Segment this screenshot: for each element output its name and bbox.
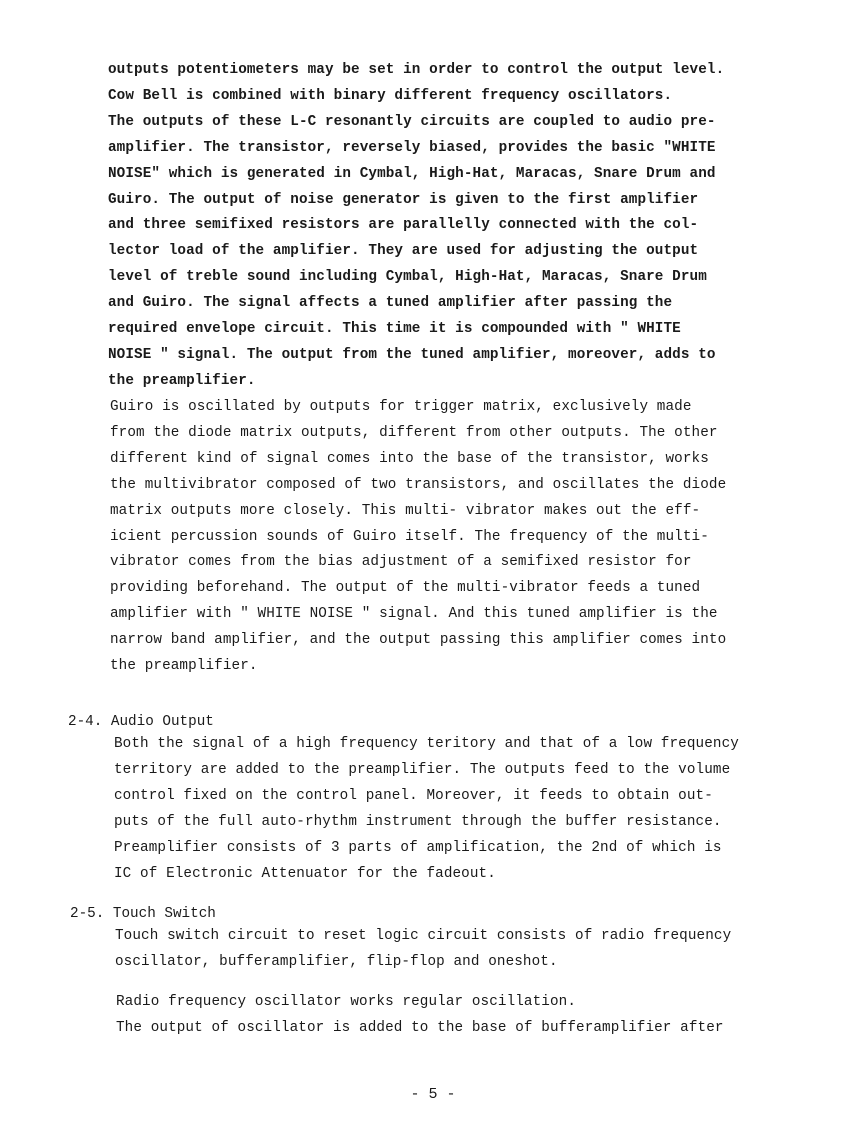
section-heading-audio-output: 2-4. Audio Output [68, 714, 214, 730]
text-line: amplifier with " WHITE NOISE " signal. And this tuned amplifier is the [110, 606, 718, 623]
text-line: The output of oscillator is added to the base of bufferamplifier after [116, 1019, 724, 1036]
text-line: lector load of the amplifier. They are used for adjusting the output [108, 243, 699, 260]
text-line: and Guiro. The signal affects a tuned amplifier after passing the [108, 295, 673, 312]
text-line: the multivibrator composed of two transistors, and oscillates the diode [110, 476, 727, 493]
text-line: puts of the full auto-rhythm instrument through the buffer resistance. [114, 813, 722, 830]
text-line: control fixed on the control panel. Moreover, it feeds to obtain out- [114, 787, 713, 804]
text-line: required envelope circuit. This time it is compounded with " WHITE [108, 321, 681, 338]
text-line: from the diode matrix outputs, different from other outputs. The other [110, 424, 718, 441]
text-line: narrow band amplifier, and the output passing this amplifier comes into [110, 632, 727, 649]
text-line: Both the signal of a high frequency teritory and that of a low frequency [114, 736, 739, 752]
text-line: Preamplifier consists of 3 parts of amplification, the 2nd of which is [114, 839, 722, 856]
text-line: territory are added to the preamplifier. The outputs feed to the volume [114, 761, 731, 778]
section-heading-touch-switch: 2-5. Touch Switch [70, 906, 216, 922]
paragraph-audio-output [114, 732, 739, 887]
text-line: amplifier. The transistor, reversely biased, provides the basic "WHITE [108, 139, 716, 156]
page-number: - 5 - [410, 1086, 456, 1103]
paragraph-noise-circuits [108, 58, 724, 395]
paragraph-touch-switch [115, 924, 731, 976]
text-line: NOISE" which is generated in Cymbal, High-Hat, Maracas, Snare Drum and [108, 165, 716, 182]
text-line: different kind of signal comes into the base of the transistor, works [110, 450, 709, 467]
text-line: vibrator comes from the bias adjustment of a semifixed resistor for [110, 554, 692, 571]
text-line: matrix outputs more closely. This multi- vibrator makes out the eff- [110, 502, 701, 519]
paragraph-touch-switch-oscillator [116, 990, 724, 1042]
text-line: the preamplifier. [110, 658, 258, 675]
text-line: level of treble sound including Cymbal, High-Hat, Maracas, Snare Drum [108, 269, 707, 286]
text-line: the preamplifier. [108, 372, 256, 389]
text-line: providing beforehand. The output of the multi-vibrator feeds a tuned [110, 580, 701, 597]
text-line: Radio frequency oscillator works regular oscillation. [116, 994, 577, 1010]
text-line: NOISE " signal. The output from the tuned amplifier, moreover, adds to [108, 346, 716, 363]
text-line: and three semifixed resistors are parallelly connected with the col- [108, 217, 699, 234]
text-line: Guiro is oscillated by outputs for trigger matrix, exclusively made [110, 399, 692, 415]
text-line: Cow Bell is combined with binary different frequency oscillators. [108, 87, 673, 104]
text-line: oscillator, bufferamplifier, flip-flop and oneshot. [115, 953, 558, 970]
text-line: Touch switch circuit to reset logic circuit consists of radio frequency [115, 928, 732, 944]
text-line: IC of Electronic Attenuator for the fadeout. [114, 865, 496, 882]
text-line: outputs potentiometers may be set in order to control the output level. [108, 62, 725, 78]
text-line: Guiro. The output of noise generator is given to the first amplifier [108, 191, 699, 208]
paragraph-guiro [110, 395, 726, 680]
text-line: The outputs of these L-C resonantly circuits are coupled to audio pre- [108, 113, 716, 130]
text-line: icient percussion sounds of Guiro itself. The frequency of the multi- [110, 528, 709, 545]
